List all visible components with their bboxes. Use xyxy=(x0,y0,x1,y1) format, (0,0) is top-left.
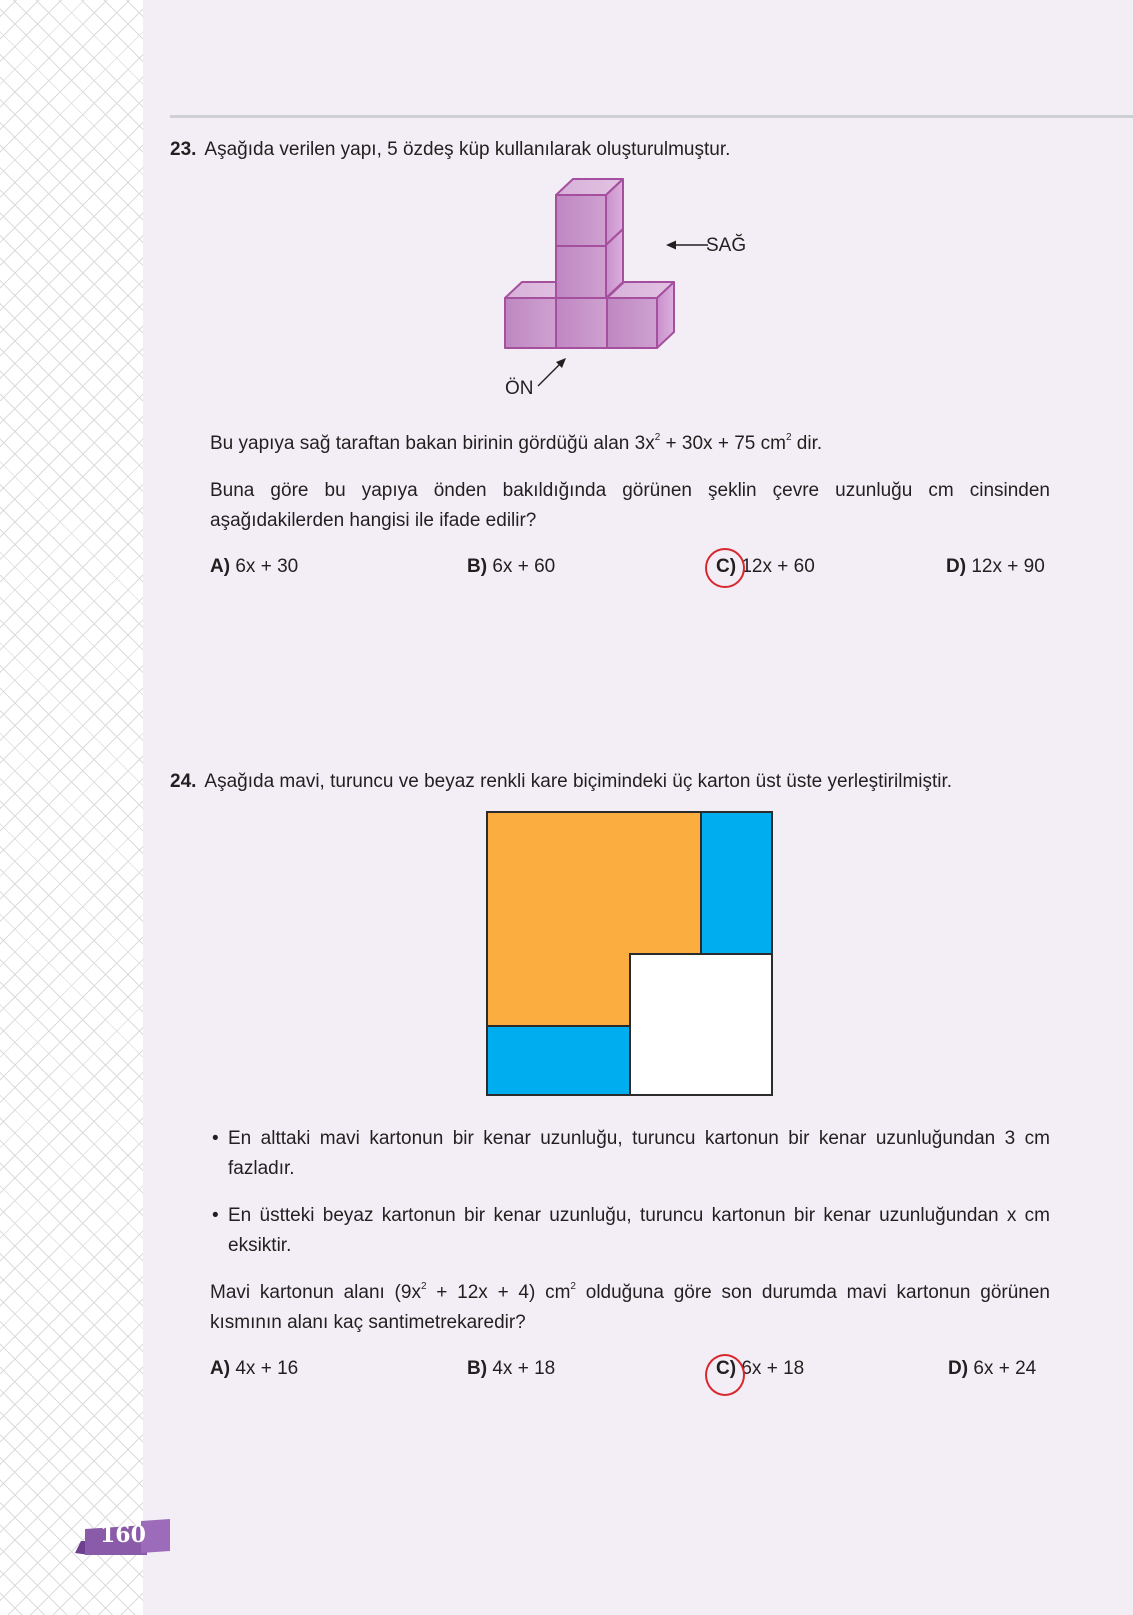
q23-options xyxy=(210,556,1050,586)
arrow-up-right-icon xyxy=(536,356,568,388)
q24-option-c[interactable]: C) 6x + 18 xyxy=(716,1358,804,1380)
q24-options xyxy=(210,1358,1050,1388)
q24-question: Mavi kartonun alanı $(9x^2 + 12x + 4)$ $cm^2$ olduğuna göre son durumda mavi kartonun görünen kısmının alanı kaç santimetrekaredir? xyxy=(210,1281,1050,1333)
q24-number: 24. xyxy=(170,771,197,792)
q23-option-b[interactable]: B) 6x + 60 xyxy=(467,556,556,577)
q23-option-a[interactable]: A) 6x + 30 xyxy=(210,556,299,577)
q24-option-b[interactable]: B) 4x + 18 xyxy=(467,1358,556,1379)
q24-title xyxy=(170,771,952,793)
hatched-margin xyxy=(0,0,143,1615)
q23-title-text: Aşağıda verilen yapı, 5 özdeş küp kullanılarak oluşturulmuştur. xyxy=(204,139,731,160)
q24-title-text: Aşağıda mavi, turuncu ve beyaz renkli kare biçimindeki üç karton üst üste yerleştirilmiştir. xyxy=(204,771,953,792)
label-front: ÖN xyxy=(505,378,534,399)
q24-bullet-2: • En üstteki beyaz kartonun bir kenar uzunluğu, turuncu kartonun bir kenar uzunluğundan x cm eksiktir. xyxy=(210,1201,1050,1261)
q23-number: 23. xyxy=(170,139,197,160)
label-right: SAĞ xyxy=(706,235,747,256)
top-divider xyxy=(170,115,1133,118)
q23-cube-figure xyxy=(500,176,690,356)
q24-squares-figure xyxy=(486,811,774,1097)
q24-option-d[interactable]: D) 6x + 24 xyxy=(948,1358,1037,1379)
q23-given: Bu yapıya sağ taraftan bakan birinin gördüğü alan $3x^2 + 30x + 75$ $cm^2$ dir. xyxy=(210,432,823,454)
q23-title xyxy=(170,139,730,161)
answer-circle-icon xyxy=(705,1354,745,1396)
page-number: 160 xyxy=(100,1522,146,1548)
arrow-left-icon xyxy=(666,238,708,252)
q23-option-d[interactable]: D) 12x + 90 xyxy=(946,556,1045,577)
q24-bullet-1: • En alttaki mavi kartonun bir kenar uzunluğu, turuncu kartonun bir kenar uzunluğundan 3 cm fazladır. xyxy=(210,1124,1050,1184)
q23-question: Buna göre bu yapıya önden bakıldığında görünen şeklin çevre uzunluğu cm cinsinden aşağıdakilerden hangisi ile ifade edilir? xyxy=(210,480,1050,531)
q23-option-c[interactable]: C) 12x + 60 xyxy=(716,556,815,578)
q24-option-a[interactable]: A) 4x + 16 xyxy=(210,1358,299,1379)
answer-circle-icon xyxy=(705,548,745,588)
